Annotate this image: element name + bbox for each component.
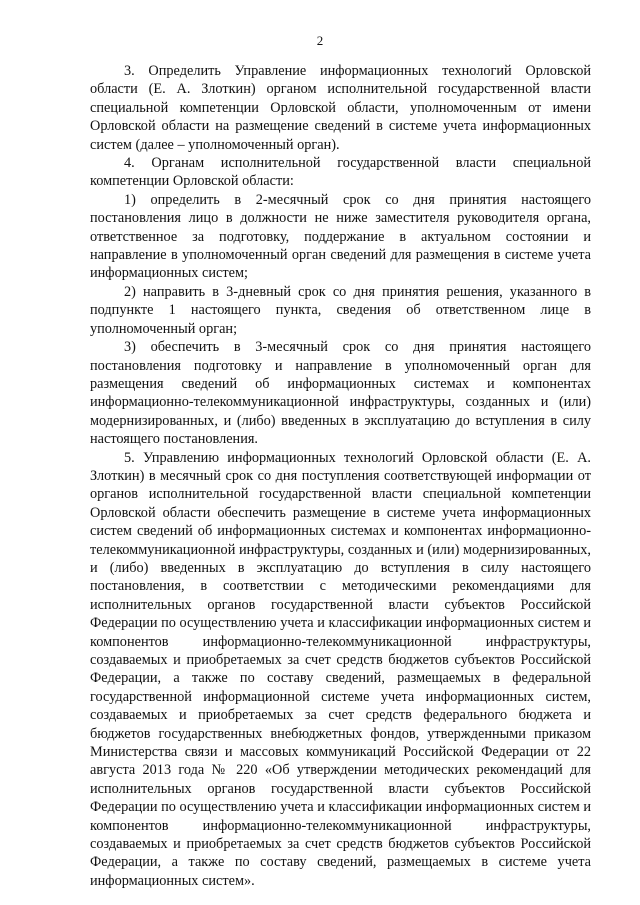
paragraph-item-3: 3. Определить Управление информационных технологий Орловской области (Е. А. Злоткин) органом исполнительной государственной власти специальной компетенции Орловской области, уполномоченным от имени Орловской области на размещение сведений в системе учета информационных систем (далее – уполномоченный орган). — [90, 63, 591, 153]
paragraph-item-5: 5. Управлению информационных технологий Орловской области (Е. А. Злоткин) в месячный срок со дня поступления соответствующей информации от органов исполнительной государственной власти специальной компетенции Орловской области обеспечить размещение в системе учета информационных систем сведений об информационных системах и компонентах информационно-телекоммуникационной инфраструктуры, созданных и (или) модернизированных, и (либо) введенных в эксплуатацию до вступления в силу настоящего постановления, в соответствии с методическими рекомендациями для исполнительных органов государственной власти субъектов Российской Федерации по осуществлению учета и классификации информационных систем и компонентов информационно-телекоммуникационной инфраструктуры, создаваемых и приобретаемых за счет средств бюджетов субъектов Российской Федерации, а также по составу сведений, размещаемых в федеральной государственной информационной системе учета информационных систем, создаваемых и приобретаемых за счет средств федерального бюджета и бюджетов государственных внебюджетных фондов, утвержденными приказом Министерства связи и массовых коммуникаций Российской Федерации от 22 августа 2013 года № 220 «Об утверждении методических рекомендаций для исполнительных органов государственной власти субъектов Российской Федерации по осуществлению учета и классификации информационных систем и компонентов информационно-телекоммуникационной инфраструктуры, создаваемых и приобретаемых за счет средств бюджетов субъектов Российской Федерации, а также по составу сведений, размещаемых в системе учета информационных систем». — [90, 449, 591, 889]
page-number: 2 — [316, 33, 324, 48]
subparagraph-4-1: 1) определить в 2-месячный срок со дня принятия настоящего постановления лицо в должности не ниже заместителя руководителя органа, ответственное за подготовку, поддержание в актуальном состоянии и направление в уполномоченный орган сведений для размещения в системе учета информационных систем; — [90, 191, 591, 282]
subparagraph-4-3: 3) обеспечить в 3-месячный срок со дня принятия настоящего постановления подготовку и направление в уполномоченный орган для размещения сведений об информационных системах и компонентах информационно-телекоммуникационной инфраструктуры, созданных и (или) модернизированных, и (либо) введенных в эксплуатацию до вступления в силу настоящего постановления. — [90, 339, 591, 448]
paragraph-item-4: 4. Органам исполнительной государственной власти специальной компетенции Орловской области: — [90, 155, 591, 190]
document-body — [90, 62, 591, 890]
subparagraph-4-2: 2) направить в 3-дневный срок со дня принятия решения, указанного в подпункте 1 настоящего пункта, сведения об ответственном лице в уполномоченный орган; — [90, 283, 591, 337]
